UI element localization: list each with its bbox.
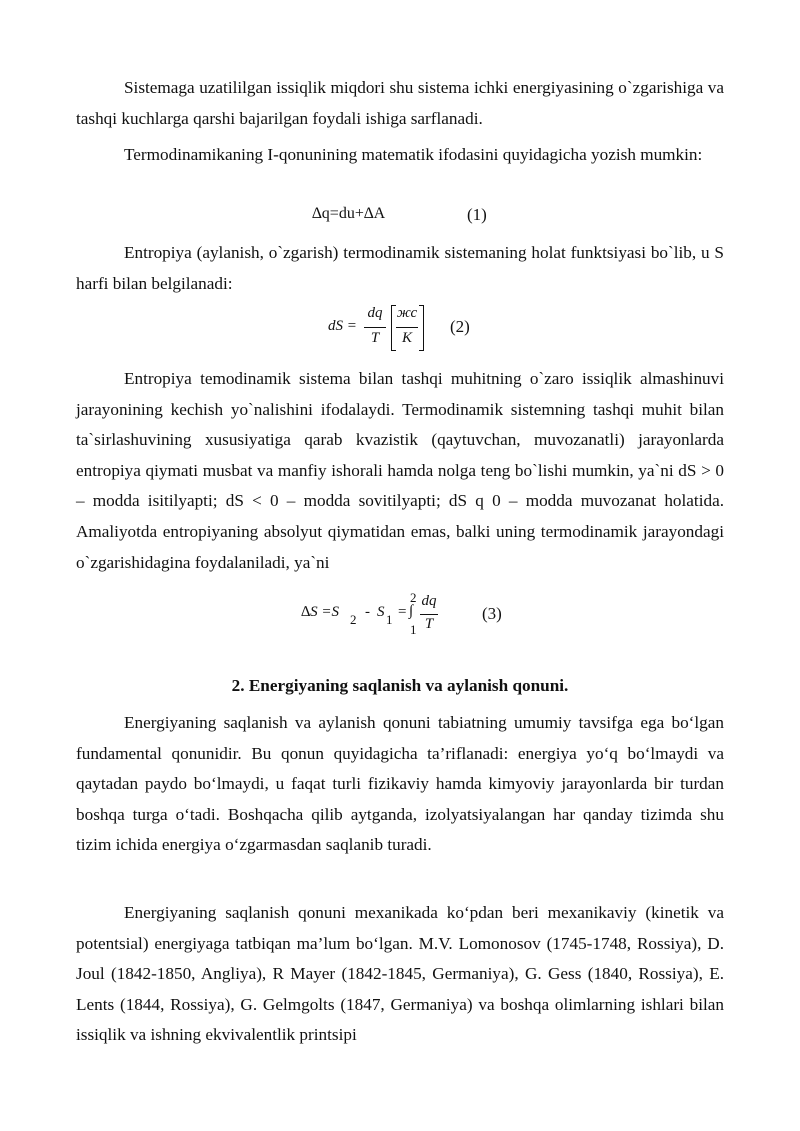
equation-3-denominator: T: [424, 616, 434, 632]
equation-2-fraction-bar: [364, 327, 386, 328]
equation-2-numerator: dq: [367, 305, 383, 321]
equation-3-sub2: 2: [350, 612, 357, 627]
section-heading: 2. Energiyaning saqlanish va aylanish qonuni.: [231, 676, 569, 695]
equation-2-number: (2): [450, 317, 470, 336]
paragraph-1: Sistemaga uzatililgan issiqlik miqdori shu sistema ichki energiyasining o`zgarishiga va tashqi kuchlarga qarshi bajarilgan foydali ishiga sarflanadi.: [76, 78, 724, 128]
equation-3-equals: =: [398, 604, 407, 620]
equation-2-unit-numerator: жс: [396, 305, 418, 321]
paragraph-3: Entropiya (aylanish, o`zgarish) termodinamik sistemaning holat funktsiyasi bo`lib, u S harfi bilan belgilanadi:: [76, 243, 724, 293]
equation-2-lhs: dS =: [328, 318, 357, 334]
equation-2-denominator: T: [370, 330, 380, 346]
equation-3-integral: ∫: [409, 603, 414, 619]
equation-3-fraction-bar: [420, 614, 438, 615]
paragraph-5: Energiyaning saqlanish va aylanish qonuni tabiatning umumiy tavsifga ega bo‘lgan fundamental qonunidir. Bu qonun quyidagicha ta’riflanadi: energiya yo‘q bo‘lmaydi va qaytadan paydo bo‘lmaydi, u faqat turli fizikaviy hamda kimyoviy jarayonlarda bir turdan boshqa turga o‘tadi. Boshqacha qilib aytganda, izolyatsiyalangan har qanday tizimda shu tizim ichida energiya o‘zgarmasdan saqlanib turadi.: [76, 713, 724, 855]
paragraph-4: Entropiya temodinamik sistema bilan tashqi muhitning o`zaro issiqlik almashinuvi jarayonining kechish yo`nalishini ifodalaydi. Termodinamik sistemning tashqi muhit bilan ta`sirlashuvining xususiyatiga qarab kvazistik (qaytuvchan, muvozanatli) jarayonlarda entropiya qiymati musbat va manfiy ishorali hamda nolga teng bo`lishi mumkin, ya`ni dS > 0 – modda isitilyapti; dS < 0 – modda sovitilyapti; dS q 0 – modda muvozanat holatida. Amaliyotda entropiyaning absolyut qiymatidan emas, balki uning termodinamik jarayondagi o`zgarishidagina foydalaniladi, ya`ni: [76, 369, 724, 572]
equation-3-sub1: 1: [386, 612, 393, 627]
equation-2-right-bracket: [419, 305, 424, 351]
equation-3-number: (3): [482, 604, 502, 623]
equation-1-expression: ∆q=du+∆A: [312, 205, 386, 222]
equation-1-number: (1): [467, 205, 487, 224]
equation-3-lower-limit: 1: [410, 622, 417, 637]
equation-3-minus: -: [365, 604, 370, 620]
equation-2-unit-denominator: K: [401, 330, 412, 346]
paragraph-6: Energiyaning saqlanish qonuni mexanikada ko‘pdan beri mexanikaviy (kinetik va potentsial) energiyaga tatbiqan ma’lum bo‘lgan. M.V. Lomonosov (1745-1748, Rossiya), D. Joul (1842-1850, Angliya), R Mayer (1842-1845, Germaniya), G. Gess (1840, Rossiya), E. Lents (1844, Rossiya), G. Gelmgolts (1847, Germaniya) va boshqa olimlarning ishlari bilan issiqlik va ishning ekvivalentlik printsipi: [76, 903, 724, 1045]
equation-2-unit-bar: [396, 327, 418, 328]
paragraph-2: Termodinamikaning I-qonunining matematik ifodasini quyidagicha yozish mumkin:: [124, 145, 703, 164]
equation-3-upper-limit: 2: [410, 590, 417, 605]
equation-3-lhs: ∆S =S: [301, 604, 340, 620]
equation-3-numerator: dq: [421, 593, 437, 609]
equation-3-s1: S: [377, 604, 385, 620]
